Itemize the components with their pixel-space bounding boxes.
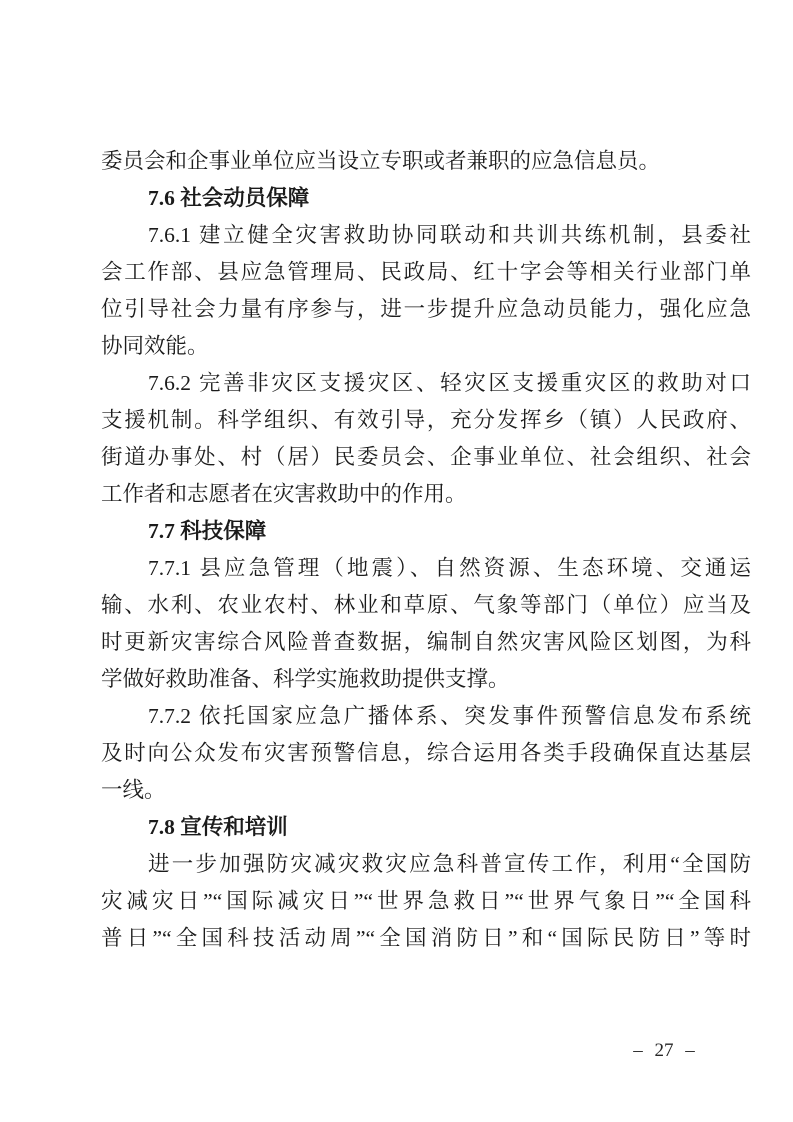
document-line: 灾减灾日”“国际减灾日”“世界急救日”“世界气象日”“全国科 [101,889,751,913]
document-line: 委员会和企事业单位应当设立专职或者兼职的应急信息员。 [101,149,661,173]
document-line: 7.6.1 建立健全灾害救助协同联动和共训共练机制，县委社 [148,223,751,247]
document-line: 7.7.1 县应急管理（地震）、自然资源、生态环境、交通运 [148,556,751,580]
document-line: 时更新灾害综合风险普查数据，编制自然灾害风险区划图，为科 [101,630,751,654]
document-line: 工作者和志愿者在灾害救助中的作用。 [101,482,467,506]
document-line: 7.6.2 完善非灾区支援灾区、轻灾区支援重灾区的救助对口 [148,371,751,395]
document-line: 输、水利、农业农村、林业和草原、气象等部门（单位）应当及 [101,593,751,617]
document-line: 进一步加强防灾减灾救灾应急科普宣传工作，利用“全国防 [148,852,751,876]
document-line: 协同效能。 [101,334,209,358]
document-line: 及时向公众发布灾害预警信息，综合运用各类手段确保直达基层 [101,741,751,765]
document-line: 位引导社会力量有序参与，进一步提升应急动员能力，强化应急 [101,297,751,321]
document-line: 会工作部、县应急管理局、民政局、红十字会等相关行业部门单 [101,260,751,284]
section-heading: 7.6 社会动员保障 [148,186,310,210]
document-line: 一线。 [101,778,166,802]
page-number: – 27 – [633,1040,695,1061]
section-heading: 7.7 科技保障 [148,519,267,543]
document-line: 学做好救助准备、科学实施救助提供支撑。 [101,667,510,691]
document-line: 街道办事处、村（居）民委员会、企事业单位、社会组织、社会 [101,445,751,469]
section-heading: 7.8 宣传和培训 [148,815,288,839]
document-line: 普日”“全国科技活动周”“全国消防日”和“国际民防日”等时 [101,926,751,950]
text-block [101,143,751,957]
document-line: 支援机制。科学组织、有效引导，充分发挥乡（镇）人民政府、 [101,408,751,432]
document-line: 7.7.2 依托国家应急广播体系、突发事件预警信息发布系统 [148,704,751,728]
